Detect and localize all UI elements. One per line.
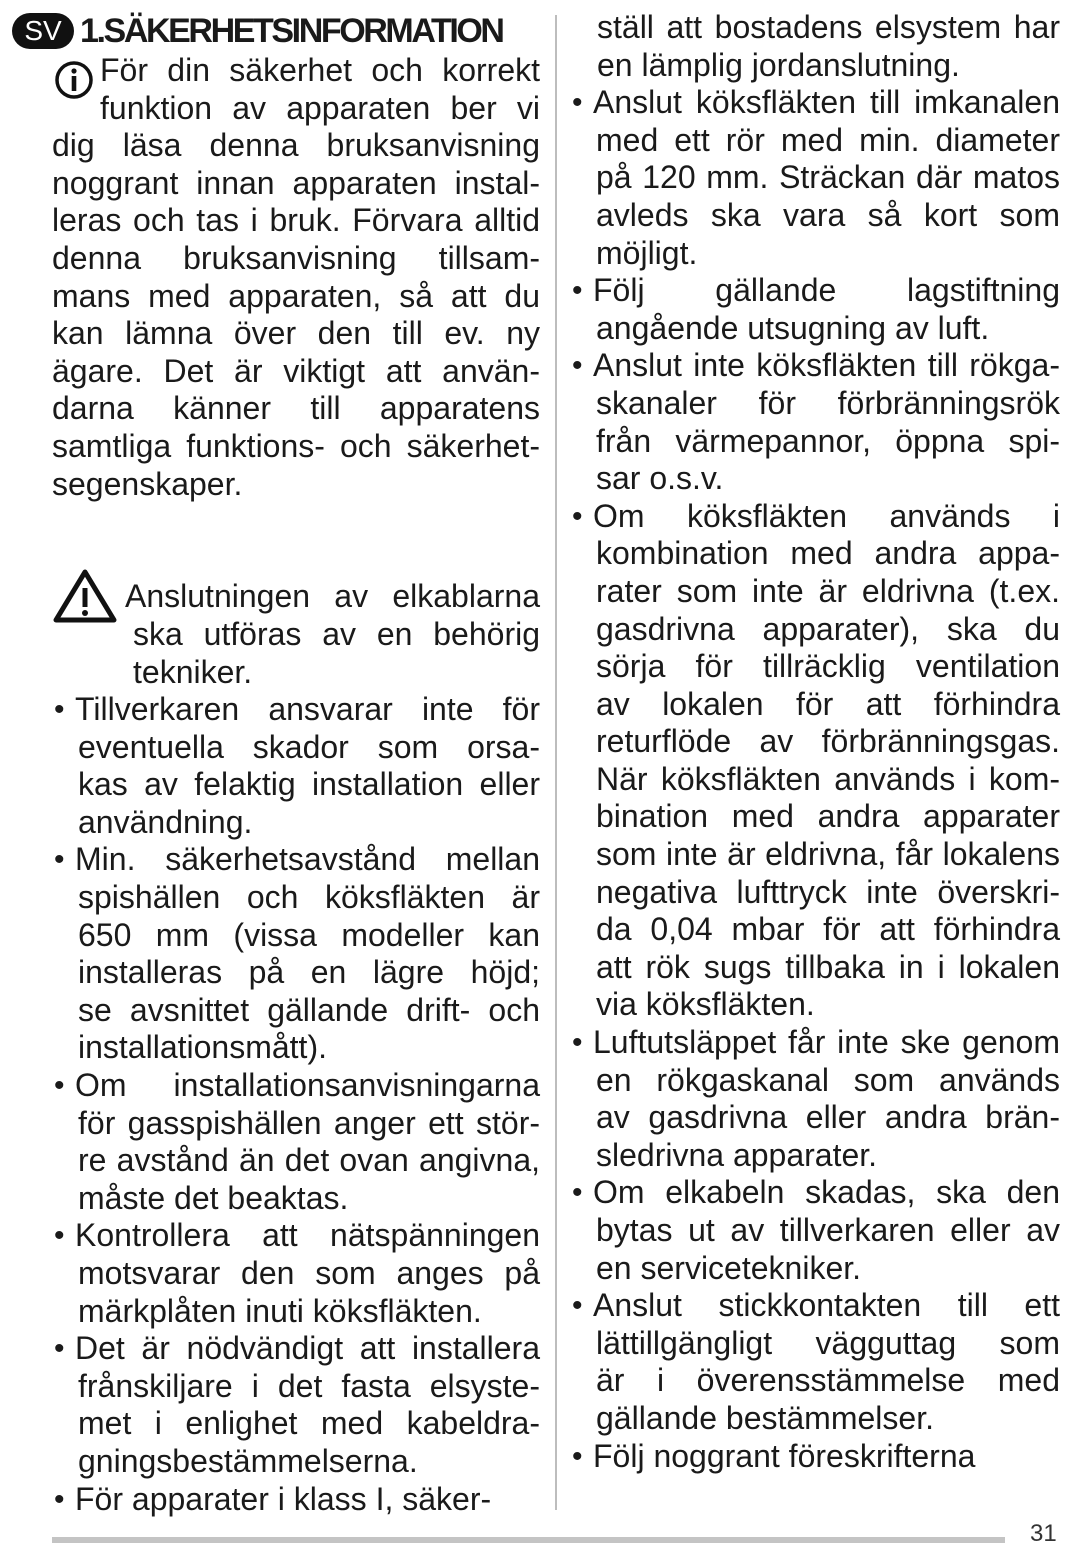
text-line: Om köksfläkten används i [593, 497, 1060, 534]
text-line: Kontrollera att nätspänningen [75, 1217, 540, 1254]
text-line: är i överensstämmelse med [596, 1362, 1060, 1399]
bullet-paragraph [570, 498, 1060, 1024]
bullet-icon: • [572, 1026, 583, 1060]
text-line: När köksfläkten används i kom- [596, 760, 1060, 797]
warning-paragraph [52, 578, 540, 691]
text-line: Om elkabeln skadas, ska den [593, 1174, 1060, 1211]
text-line: med ett rör med min. diameter [596, 121, 1060, 158]
text-line: märkplåten inuti köksfläkten. [78, 1292, 482, 1329]
text-line: negativa lufttryck inte överskri- [596, 873, 1060, 910]
bullet-paragraph [570, 272, 1060, 347]
text-line: som inte är eldrivna, får lokalens [596, 836, 1060, 873]
text-line: denna bruksanvisning tillsam- [52, 239, 540, 276]
bullet-icon: • [54, 693, 65, 727]
text-line: met i enlighet med kabeldra- [78, 1405, 540, 1442]
language-badge: SV [12, 13, 74, 49]
section-title: 1.SÄKERHETSINFORMATION [80, 11, 503, 50]
text-line: da 0,04 mbar för att förhindra [596, 911, 1060, 948]
bullet-icon: • [572, 86, 583, 120]
text-line: en lämplig jordanslutning. [597, 46, 960, 83]
text-line: bination med andra apparater [596, 798, 1060, 835]
text-line: en servicetekniker. [596, 1249, 862, 1286]
text-line: ägare. Det är viktigt att använ- [52, 352, 540, 389]
text-line: re avstånd än det ovan angivna, [78, 1142, 540, 1179]
section-header [12, 12, 503, 50]
bullet-icon: • [54, 1219, 65, 1253]
bullet-paragraph [570, 347, 1060, 497]
text-line: ska utföras av en behörig [133, 615, 540, 652]
text-line: på 120 mm. Sträckan där matos [596, 159, 1060, 196]
text-line: möjligt. [596, 234, 698, 271]
text-line: mans med apparaten, så att du [52, 277, 540, 314]
text-line: Följ noggrant föreskrifterna [593, 1437, 976, 1474]
bullet-icon: • [572, 1289, 583, 1323]
bullet-paragraph [570, 1174, 1060, 1287]
text-line: Följ gällande lagstiftning [593, 272, 1060, 309]
text-line: kan lämna över den till ev. ny [52, 315, 540, 352]
cont-paragraph [570, 9, 1060, 84]
text-line: för gasspishällen anger ett stör- [78, 1104, 540, 1141]
text-line: sar o.s.v. [596, 460, 724, 497]
bullet-icon: • [572, 274, 583, 308]
text-line: funktion av apparaten ber vi [100, 89, 540, 126]
bullet-paragraph [52, 1067, 540, 1217]
text-line: ställ att bostadens elsystem har [597, 9, 1060, 45]
text-line: att rök sugs tillbaka in i lokalen [596, 948, 1060, 985]
gap-paragraph [52, 503, 540, 541]
text-line: Om installationsanvisningarna [75, 1067, 540, 1104]
footer-rule [52, 1537, 1005, 1543]
bullet-paragraph [570, 84, 1060, 272]
text-line: rater som inte är eldrivna (t.ex. [596, 572, 1060, 609]
text-line: tekniker. [133, 653, 253, 690]
text-line: gasdrivna apparater), ska du [596, 610, 1060, 647]
column-divider [555, 15, 557, 1510]
bullet-paragraph [52, 1217, 540, 1330]
text-line: Anslut inte köksfläkten till rökga- [593, 347, 1060, 384]
text-line: installationsmått). [78, 1029, 327, 1066]
bullet-icon: • [54, 1069, 65, 1103]
bullet-paragraph [52, 691, 540, 841]
gap-paragraph [52, 541, 540, 579]
text-line: returflöde av förbränningsgas. [596, 723, 1060, 760]
text-line: Anslut stickkontakten till ett [593, 1287, 1060, 1324]
text-line: angående utsugning av luft. [596, 309, 990, 346]
text-line: samtliga funktions- och säkerhet- [52, 427, 540, 464]
text-line: sörja för tillräcklig ventilation [596, 648, 1060, 685]
text-line: För din säkerhet och korrekt [100, 52, 540, 88]
text-line: lättillgängligt vägguttag som [596, 1324, 1060, 1361]
text-line: För apparater i klass I, säker- [75, 1480, 492, 1517]
text-line: via köksfläkten. [596, 986, 815, 1023]
bullet-icon: • [572, 349, 583, 383]
text-line [52, 541, 540, 579]
bullet-paragraph [570, 1287, 1060, 1437]
text-line: Anslut köksfläkten till imkanalen [593, 84, 1060, 121]
left-column [52, 52, 540, 1518]
warning-icon [52, 568, 118, 629]
bullet-icon: • [572, 499, 583, 533]
text-line: eventuella skador som orsa- [78, 728, 540, 765]
text-line [52, 503, 540, 541]
text-line: frånskiljare i det fasta elsyste- [78, 1367, 540, 1404]
text-line: Tillverkaren ansvarar inte för [75, 691, 540, 728]
bullet-icon: • [54, 843, 65, 877]
text-line: installeras på en lägre höjd; [78, 954, 540, 991]
text-line: Det är nödvändigt att installera [75, 1330, 540, 1367]
bullet-icon: • [54, 1482, 65, 1516]
text-line: måste det beaktas. [78, 1179, 349, 1216]
text-line: av lokalen för att förhindra [596, 685, 1060, 722]
text-line: sledrivna apparater. [596, 1136, 878, 1173]
bullet-icon: • [54, 1332, 65, 1366]
text-line: en rökgaskanal som används [596, 1061, 1060, 1098]
text-line: spishällen och köksfläkten är [78, 879, 540, 916]
bullet-paragraph [570, 1024, 1060, 1174]
text-line: avleds ska vara så kort som [596, 196, 1060, 233]
text-line: darna känner till apparatens [52, 390, 540, 427]
text-line: bytas ut av tillverkaren eller av [596, 1212, 1060, 1248]
text-line: skanaler för förbränningsrök [596, 384, 1060, 421]
bullet-paragraph [52, 1481, 540, 1519]
text-line: segenskaper. [52, 465, 243, 502]
text-line: noggrant innan apparaten instal- [52, 164, 540, 201]
text-line: se avsnittet gällande drift- och [78, 991, 540, 1028]
text-line: leras och tas i bruk. Förvara alltid [52, 202, 540, 239]
bullet-icon: • [572, 1439, 583, 1473]
text-line: dig läsa denna bruksanvisning [52, 127, 540, 164]
text-line: motsvarar den som anges på [78, 1255, 540, 1291]
bullet-paragraph [570, 1438, 1060, 1476]
page-number: 31 [1030, 1520, 1057, 1547]
right-column [570, 9, 1060, 1475]
info-paragraph [52, 52, 540, 503]
text-line: kas av felaktig installation eller [78, 766, 540, 803]
text-line: av gasdrivna eller andra brän- [596, 1099, 1060, 1136]
bullet-paragraph [52, 841, 540, 1067]
text-line: Luftutsläppet får inte ske genom [593, 1024, 1060, 1061]
bullet-paragraph [52, 1330, 540, 1480]
text-line: gningsbestämmelserna. [78, 1442, 418, 1479]
text-line: gällande bestämmelser. [596, 1399, 934, 1436]
bullet-icon: • [572, 1176, 583, 1210]
text-line: kombination med andra appa- [596, 535, 1060, 572]
info-icon [54, 60, 94, 105]
text-line: 650 mm (vissa modeller kan [78, 916, 540, 953]
text-line: från värmepannor, öppna spi- [596, 422, 1060, 459]
text-line: användning. [78, 803, 253, 840]
text-line: Min. säkerhetsavstånd mellan [75, 841, 540, 878]
text-line: Anslutningen av elkablarna [125, 578, 540, 615]
